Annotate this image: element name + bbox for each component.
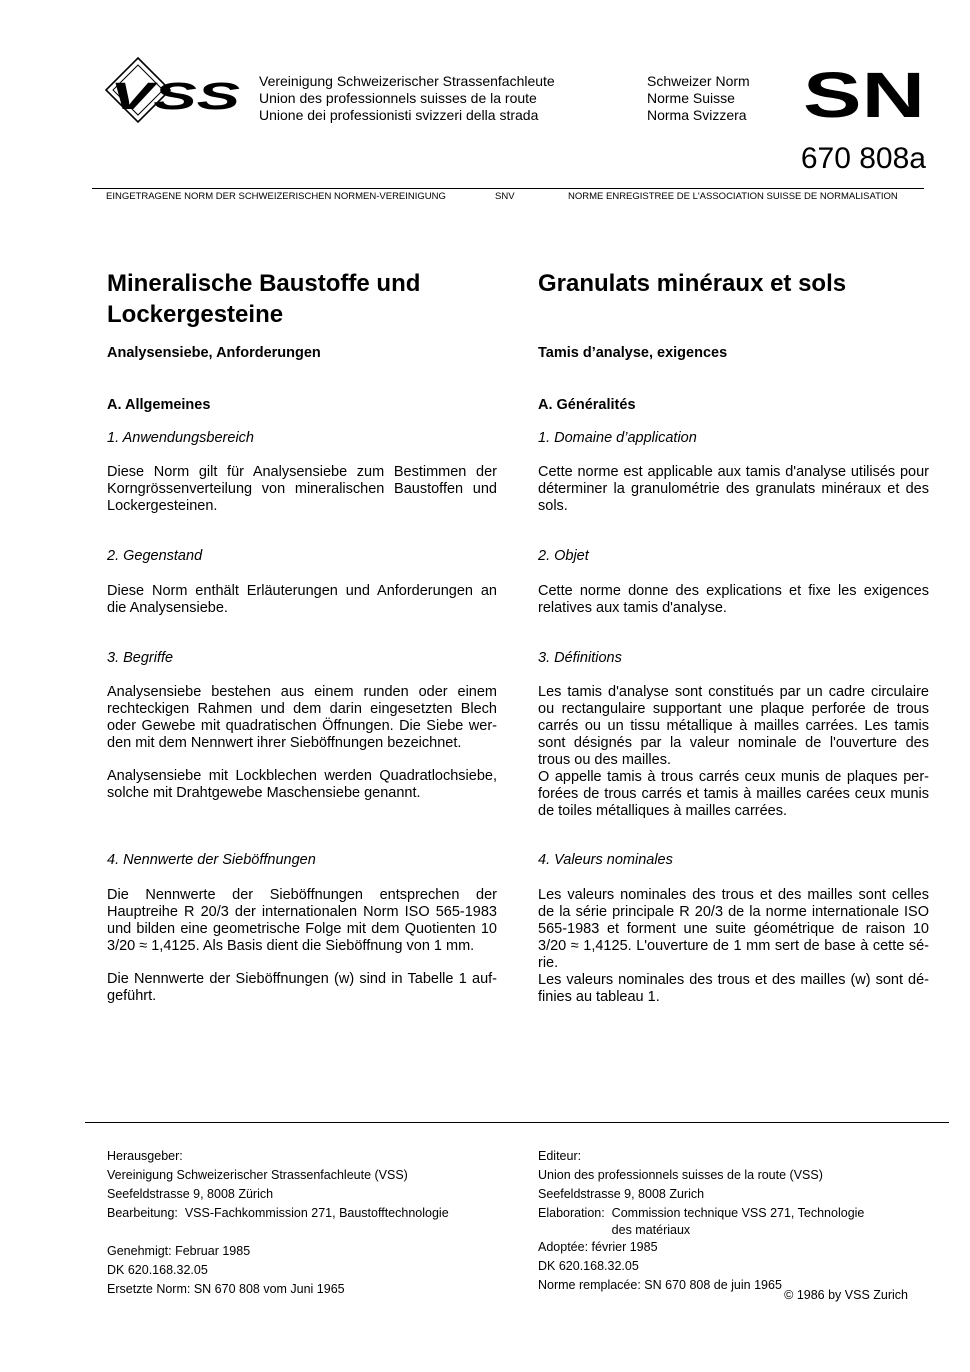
registered-fr: NORME ENREGISTREE DE L'ASSOCIATION SUISSE DE NORMALISATION (568, 191, 898, 202)
publisher-name-de: Vereinigung Schweizerischer Strassenfachleute (VSS) (107, 1168, 408, 1182)
replaced-fr: Norme remplacée: SN 670 808 de juin 1965 (538, 1278, 782, 1292)
heading-3-fr: 3. Définitions (538, 650, 622, 666)
section-a-de: A. Allgemeines (107, 397, 211, 413)
edit-label-fr: Elaboration: (538, 1206, 612, 1220)
paragraph-2-de: Diese Norm enthält Erläuterungen und Anforderungen an die Analysensiebe. (107, 583, 497, 616)
approved-de: Genehmigt: Februar 1985 (107, 1244, 251, 1258)
publisher-label-de: Herausgeber: (107, 1149, 183, 1163)
norm-type-fr: Norme Suisse (647, 90, 735, 106)
heading-3-de: 3. Begriffe (107, 650, 174, 666)
title-de: Mineralische Baustoffe und Lockergesteine (107, 270, 421, 328)
publisher-address-fr: Seefeldstrasse 9, 8008 Zurich (538, 1187, 705, 1201)
org-name-fr: Union des professionnels suisses de la route (259, 90, 537, 106)
footer-de (107, 1147, 527, 1299)
edit-value-fr-line-1: Commission technique VSS 271, Technologie (611, 1206, 865, 1220)
paragraph-4-de: Die Nennwerte der Sieböffnungen entsprechen der Hauptreihe R 20/3 der internationalen Norm ISO 565-1983 und bilden eine geometrische Folge mit dem Quotienten 10 3/20 ≈ 1,4125. Als Basis dient die Sieböffnung von 1 mm. Die Nennwerte der Sieböffnungen (w) sind in Tabelle 1 aufgeführt. (107, 887, 497, 1004)
publisher-name-fr: Union des professionnels suisses de la route (VSS) (538, 1168, 823, 1182)
footer-spacer-de (107, 1223, 527, 1242)
paragraph-3-fr: Les tamis d'analyse sont constitués par un cadre circulaire ou rectangulaire supportant une plaque perforée de trous carrés ou un tissu métallique à mailles carrées. Les tamis sont désignés par la valeur nominale de l'ouverture des trous ou des mailles. O appelle tamis à trous carrés ceux munis de plaques perforées de trous carrés et tamis à mailles carées ceux munis de toiles métalliques à mailles carrées. (538, 684, 929, 819)
header-rule (92, 188, 924, 189)
edit-label-de: Bearbeitung: (107, 1206, 185, 1220)
publisher-label-fr: Editeur: (538, 1149, 582, 1163)
edit-value-de: VSS-Fachkommission 271, Baustofftechnologie (184, 1206, 449, 1220)
dk-fr: DK 620.168.32.05 (538, 1259, 639, 1273)
paragraph-2-fr: Cette norme donne des explications et fixe les exigences relatives aux tamis d'analyse. (538, 583, 929, 616)
heading-4-fr: 4. Valeurs nominales (538, 852, 673, 868)
edit-row-fr (538, 1204, 938, 1238)
footer-fr (538, 1147, 938, 1295)
organisation-names (259, 73, 639, 124)
sn-logo-icon (803, 64, 927, 124)
sn-logo (803, 64, 927, 124)
norm-type-de: Schweizer Norm (647, 73, 750, 89)
paragraph-3-de: Analysensiebe bestehen aus einem runden oder einem rechteckigen Rahmen und dem darin eingesetzten Blech oder Gewebe mit quadratischen Öffnungen. Die Siebe werden mit dem Nennwert ihrer Sieböffnungen bezeichnet. Analysensiebe mit Lockblechen werden Quadratlochsiebe, solche mit Drahtgewebe Maschensiebe genannt. (107, 684, 497, 801)
heading-1-de: 1. Anwendungsbereich (107, 430, 254, 446)
vss-logo (100, 52, 245, 124)
heading-2-fr: 2. Objet (538, 548, 589, 564)
svg-text:VSS: VSS (110, 76, 240, 118)
copyright: © 1986 by VSS Zurich (784, 1288, 908, 1302)
vss-logo-icon (100, 52, 245, 124)
footer-rule (85, 1122, 949, 1123)
subtitle-de: Analysensiebe, Anforderungen (107, 345, 321, 361)
heading-2-de: 2. Gegenstand (107, 548, 203, 564)
norm-number: 670 808a (800, 142, 926, 175)
replaced-de: Ersetzte Norm: SN 670 808 vom Juni 1965 (107, 1282, 345, 1296)
org-name-de: Vereinigung Schweizerischer Strassenfachleute (259, 73, 555, 89)
section-a-fr: A. Généralités (538, 397, 636, 413)
edit-row-de (107, 1204, 527, 1223)
title-fr: Granulats minéraux et sols (538, 270, 847, 297)
paragraph-1-fr: Cette norme est applicable aux tamis d'analyse utilisés pour déterminer la granulométrie des granulats minéraux et des sols. (538, 464, 929, 514)
norm-type-it: Norma Svizzera (647, 107, 747, 123)
org-name-it: Unione dei professionisti svizzeri della strada (259, 107, 539, 123)
publisher-address-de: Seefeldstrasse 9, 8008 Zürich (107, 1187, 274, 1201)
paragraph-1-de: Diese Norm gilt für Analysensiebe zum Bestimmen der Korngrössenverteilung von mineralischen Baustoffen und Lockergesteinen. (107, 464, 497, 514)
edit-value-fr-line-2: des matériaux (611, 1223, 691, 1237)
subtitle-fr: Tamis d’analyse, exigences (538, 345, 728, 361)
heading-4-de: 4. Nennwerte der Sieböffnungen (107, 852, 316, 868)
paragraph-4-fr: Les valeurs nominales des trous et des mailles sont celles de la série principale R 20/3 de la norme internationale ISO 565-1983 et forment une suite géométrique de raison 10 3/20 ≈ 1,4125. L'ouverture de 1 mm sert de base à cette série. Les valeurs nominales des trous et des mailles (w) sont définies au tableau 1. (538, 887, 929, 1005)
dk-de: DK 620.168.32.05 (107, 1263, 208, 1277)
svg-text:SN: SN (803, 64, 925, 124)
heading-1-fr: 1. Domaine d’application (538, 430, 697, 446)
norm-type-names (647, 73, 797, 124)
registered-snv: SNV (495, 191, 515, 202)
registered-de: EINGETRAGENE NORM DER SCHWEIZERISCHEN NORMEN-VEREINIGUNG (106, 191, 446, 202)
edit-value-fr (612, 1204, 865, 1238)
approved-fr: Adoptée: février 1985 (538, 1240, 658, 1254)
